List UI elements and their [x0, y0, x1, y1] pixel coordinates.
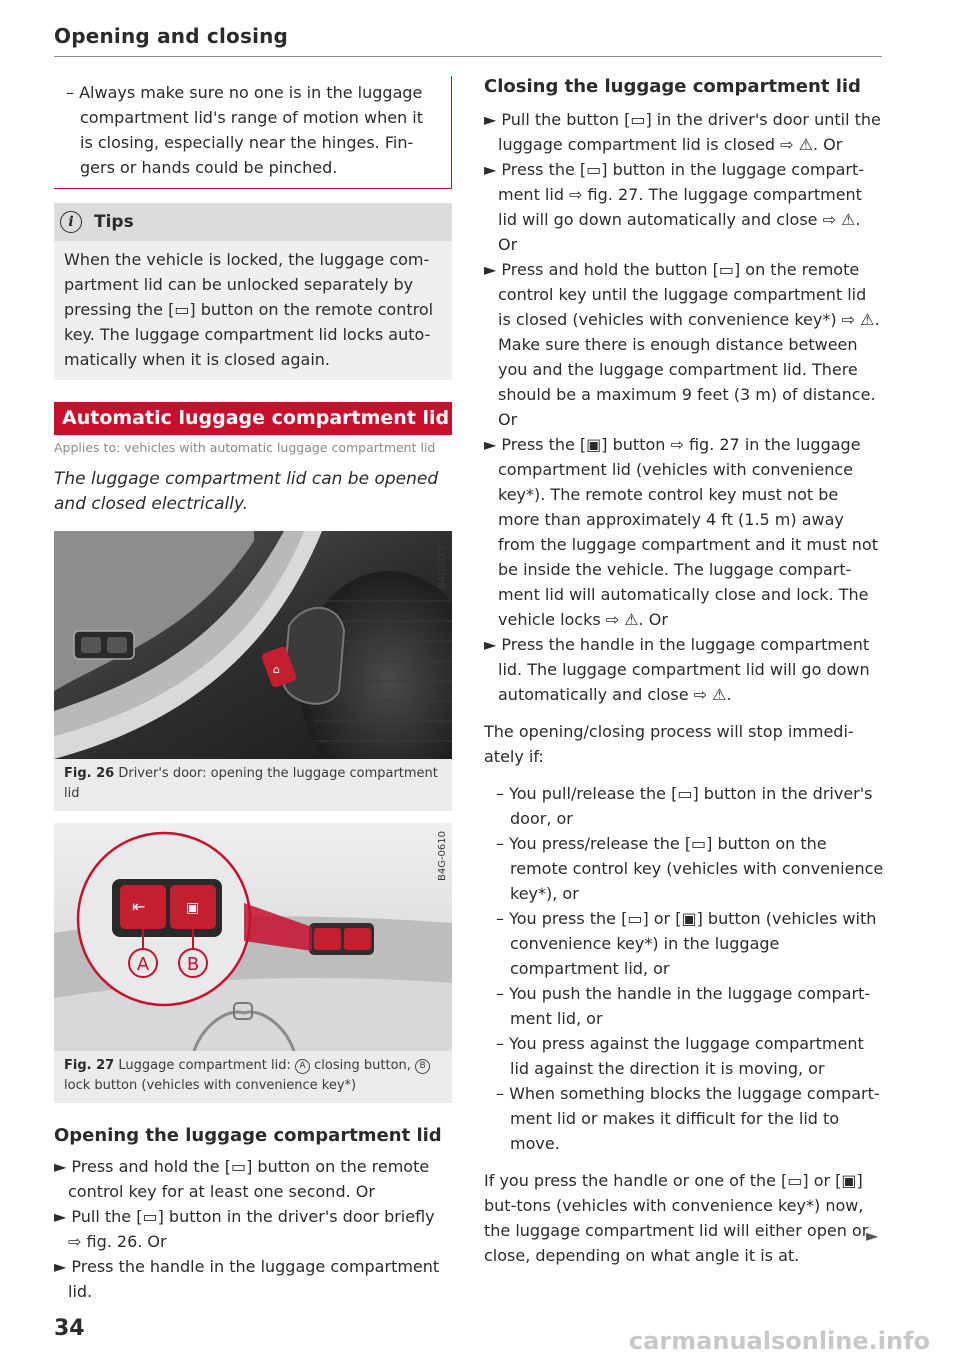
page-header: [54, 24, 882, 57]
list-item: – You pull/release the [▭] button in the driver's door, or: [496, 784, 873, 828]
list-item: – You press against the luggage compartment lid against the direction it is moving, or: [496, 1034, 864, 1078]
marker-a: A: [295, 1059, 310, 1074]
tips-text: When the vehicle is locked, the luggage com-partment lid can be unlocked separately by pressing the [▭] button on the remote control key. The luggage compartment lid locks auto-matically when it is closed again.: [64, 250, 434, 369]
list-item: ► Pull the button [▭] in the driver's door until the luggage compartment lid is closed ⇨ ⚠. Or: [484, 110, 881, 154]
right-column: [484, 76, 884, 1268]
list-item: – You press/release the [▭] button on the remote control key (vehicles with convenience key*), or: [496, 834, 884, 903]
figure-26: [54, 531, 452, 811]
svg-text:⇤: ⇤: [132, 897, 146, 916]
figure-label: Fig. 26: [64, 766, 115, 781]
driver-door-image: [54, 531, 452, 759]
stop-list: [484, 781, 884, 1156]
closing-list: [484, 107, 884, 707]
list-item: – When something blocks the luggage compart-ment lid or makes it difficult for the lid to move.: [496, 1084, 880, 1153]
warning-box: [54, 76, 452, 189]
list-item: ► Pull the [▭] button in the driver's door briefly ⇨ fig. 26. Or: [54, 1207, 435, 1251]
list-item: ► Press the handle in the luggage compartment lid. The luggage compartment lid will go down automatically and close ⇨ ⚠.: [484, 635, 870, 704]
figure-code: B4G-0610: [437, 831, 448, 882]
section-title: Automatic luggage compartment lid: [54, 402, 452, 435]
luggage-lid-image: [54, 823, 452, 1051]
svg-text:▣: ▣: [186, 900, 200, 916]
figure-caption-text: Driver's door: opening the luggage compartment lid: [64, 766, 438, 801]
list-item: ► Press and hold the [▭] button on the remote control key for at least one second. Or: [54, 1157, 430, 1201]
figure-label: Fig. 27: [64, 1058, 115, 1073]
closing-title: Closing the luggage compartment lid: [484, 76, 861, 97]
left-column: [54, 76, 452, 1304]
caption-a: closing button,: [314, 1058, 411, 1073]
list-item: – You push the handle in the luggage compart-ment lid, or: [496, 984, 871, 1028]
info-icon: i: [60, 211, 82, 233]
final-paragraph: If you press the handle or one of the [▭] or [▣] but-tons (vehicles with convenience key*) now, the luggage compartment lid will either open or close, depending on what angle it is at.: [484, 1171, 869, 1265]
figure-caption: [54, 759, 452, 811]
list-item: – You press the [▭] or [▣] button (vehicles with convenience key*) in the luggage compartment lid, or: [496, 909, 877, 978]
tips-label: Tips: [94, 212, 134, 232]
applies-to: Applies to: vehicles with automatic luggage compartment lid: [54, 440, 436, 455]
footer-watermark: carmanualsonline.info: [628, 1327, 930, 1355]
figure-code: B4G-0177: [437, 539, 448, 590]
tips-body: [54, 241, 452, 380]
list-item: ► Press and hold the button [▭] on the remote control key until the luggage compartment lid is closed (vehicles with convenience key*) ⇨ ⚠. Make sure there is enough distance between you and the luggage compartment lid. There should be a maximum 9 feet (3 m) of distance. Or: [484, 260, 880, 429]
tips-header: [54, 203, 452, 241]
warning-item: – Always make sure no one is in the luggage compartment lid's range of motion when it is closing, especially near the hinges. Fin-gers or hands could be pinched.: [66, 83, 424, 177]
next-page-arrow-icon: ►: [866, 1226, 879, 1245]
marker-b: B: [415, 1059, 430, 1074]
opening-title: Opening the luggage compartment lid: [54, 1125, 442, 1146]
page-number: 34: [54, 1316, 85, 1341]
header-title: Opening and closing: [54, 24, 289, 48]
list-item: ► Press the handle in the luggage compartment lid.: [54, 1257, 440, 1301]
svg-text:⌂: ⌂: [273, 663, 280, 676]
stop-intro: The opening/closing process will stop immedi-ately if:: [484, 722, 854, 766]
section-intro: The luggage compartment lid can be opened and closed electrically.: [54, 469, 439, 514]
caption-b: lock button (vehicles with convenience key*): [64, 1078, 357, 1093]
list-item: ► Press the [▭] button in the luggage compart-ment lid ⇨ fig. 27. The luggage compartment lid will go down automatically and close ⇨ ⚠. Or: [484, 160, 865, 254]
figure-caption: [54, 1051, 452, 1103]
opening-list: [54, 1154, 452, 1304]
figure-27: [54, 823, 452, 1103]
list-item: ► Press the [▣] button ⇨ fig. 27 in the luggage compartment lid (vehicles with convenience key*). The remote control key must not be more than approximately 4 ft (1.5 m) away from the luggage compartment and it must not be inside the vehicle. The luggage compart-ment lid will automatically close and lock. The vehicle locks ⇨ ⚠. Or: [484, 435, 878, 629]
callout-b: B: [186, 954, 200, 975]
caption-pre: Luggage compartment lid:: [118, 1058, 291, 1073]
callout-a: A: [136, 954, 150, 975]
